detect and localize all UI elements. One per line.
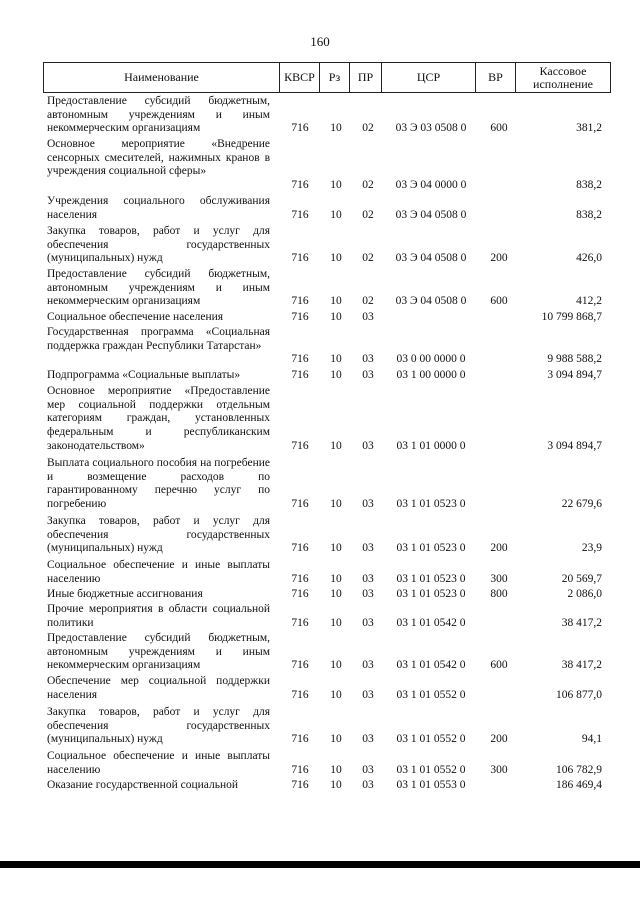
- row-vr: 600: [490, 295, 508, 308]
- row-rz: 10: [330, 733, 342, 746]
- row-kvsr: 716: [291, 439, 309, 452]
- row-amount: 10 799 868,7: [541, 311, 602, 323]
- row-pr: 02: [362, 208, 374, 221]
- row-amount: 2 086,0: [567, 588, 602, 600]
- row-name: Подпрограмма «Социальные выплаты»: [47, 369, 241, 381]
- row-amount: 106 782,9: [556, 763, 602, 776]
- scan-bottom-bar: [0, 861, 640, 868]
- header-amount: Кассовое исполнение: [533, 63, 593, 91]
- row-amount: 426,0: [576, 252, 602, 265]
- row-pr: 03: [362, 311, 374, 323]
- row-csr: 03 1 01 0523 0: [396, 588, 466, 600]
- row-pr: 02: [362, 122, 374, 135]
- row-pr: 03: [362, 688, 374, 701]
- row-csr: 03 Э 04 0000 0: [395, 179, 467, 192]
- row-rz: 10: [330, 616, 342, 629]
- row-pr: 03: [362, 498, 374, 511]
- row-name: Выплата социального пособия на погребение и возмещение расходов по гарантированному перечню услуг по погребению: [47, 457, 270, 511]
- row-csr: 03 1 01 0542 0: [396, 616, 466, 629]
- row-rz: 10: [330, 295, 342, 308]
- row-rz: 10: [330, 369, 342, 381]
- row-rz: 10: [330, 353, 342, 366]
- row-csr: 03 1 01 0523 0: [396, 498, 466, 511]
- row-csr: 03 1 01 0523 0: [396, 572, 466, 585]
- row-vr: 600: [490, 659, 508, 672]
- row-amount: 23,9: [581, 542, 602, 555]
- row-amount: 381,2: [576, 122, 602, 135]
- row-rz: 10: [330, 688, 342, 701]
- row-name: Иные бюджетные ассигнования: [47, 588, 203, 600]
- row-rz: 10: [330, 498, 342, 511]
- header-vr: ВР: [476, 63, 516, 92]
- row-csr: 03 1 00 0000 0: [396, 369, 466, 381]
- row-kvsr: 716: [291, 688, 309, 701]
- row-amount: 3 094 894,7: [547, 369, 602, 381]
- row-rz: 10: [330, 122, 342, 135]
- row-vr: 300: [490, 763, 508, 776]
- row-vr: 800: [490, 588, 508, 600]
- row-kvsr: 716: [291, 763, 309, 776]
- row-pr: 03: [362, 588, 374, 600]
- row-kvsr: 716: [291, 572, 309, 585]
- row-rz: 10: [330, 588, 342, 600]
- row-pr: 02: [362, 295, 374, 308]
- row-kvsr: 716: [291, 542, 309, 555]
- row-csr: 03 Э 04 0508 0: [395, 252, 467, 265]
- row-name: Закупка товаров, работ и услуг для обеспечения государственных (муниципальных) нужд: [47, 225, 270, 265]
- row-pr: 03: [362, 353, 374, 366]
- row-vr: 200: [490, 252, 508, 265]
- row-name: Учреждения социального обслуживания населения: [47, 195, 270, 221]
- row-amount: 22 679,6: [561, 498, 602, 511]
- row-rz: 10: [330, 179, 342, 192]
- row-csr: 03 Э 04 0508 0: [395, 208, 467, 221]
- row-csr: 03 1 01 0552 0: [396, 763, 466, 776]
- row-amount: 106 877,0: [556, 688, 602, 701]
- row-amount: 412,2: [576, 295, 602, 308]
- row-csr: 03 1 01 0552 0: [396, 733, 466, 746]
- row-name: Закупка товаров, работ и услуг для обеспечения государственных (муниципальных) нужд: [47, 515, 270, 555]
- row-name: Государственная программа «Социальная поддержка граждан Республики Татарстан»: [47, 326, 270, 352]
- row-name: Предоставление субсидий бюджетным, автономным учреждениям и иным некоммерческим организациям: [47, 268, 270, 308]
- row-name: Оказание государственной социальной: [47, 779, 239, 791]
- row-amount: 38 417,2: [561, 659, 602, 672]
- row-pr: 03: [362, 542, 374, 555]
- row-name: Социальное обеспечение населения: [47, 311, 224, 323]
- row-pr: 03: [362, 616, 374, 629]
- row-kvsr: 716: [291, 122, 309, 135]
- row-pr: 03: [362, 733, 374, 746]
- row-pr: 03: [362, 779, 374, 791]
- row-kvsr: 716: [291, 252, 309, 265]
- row-pr: 03: [362, 369, 374, 381]
- row-kvsr: 716: [291, 295, 309, 308]
- row-csr: 03 1 01 0552 0: [396, 688, 466, 701]
- row-rz: 10: [330, 779, 342, 791]
- row-kvsr: 716: [291, 311, 309, 323]
- row-rz: 10: [330, 542, 342, 555]
- row-csr: 03 1 01 0000 0: [396, 439, 466, 452]
- row-pr: 02: [362, 252, 374, 265]
- row-vr: 200: [490, 733, 508, 746]
- row-kvsr: 716: [291, 659, 309, 672]
- row-amount: 94,1: [581, 733, 602, 746]
- row-rz: 10: [330, 439, 342, 452]
- row-pr: 02: [362, 179, 374, 192]
- row-name: Прочие мероприятия в области социальной политики: [47, 603, 270, 629]
- row-name: Основное мероприятие «Предоставление мер социальной поддержки отдельным категориям граждан, установленных федеральным и республиканским законодательством»: [47, 385, 270, 452]
- row-csr: 03 0 00 0000 0: [396, 353, 466, 366]
- page-number: 160: [310, 34, 330, 49]
- row-csr: 03 Э 04 0508 0: [395, 295, 467, 308]
- row-amount: 20 569,7: [561, 572, 602, 585]
- row-rz: 10: [330, 252, 342, 265]
- row-pr: 03: [362, 763, 374, 776]
- row-name: Закупка товаров, работ и услуг для обеспечения государственных (муниципальных) нужд: [47, 706, 270, 746]
- header-name: Наименование: [44, 63, 280, 92]
- row-name: Предоставление субсидий бюджетным, автономным учреждениям и иным некоммерческим организациям: [47, 95, 270, 135]
- row-kvsr: 716: [291, 179, 309, 192]
- row-vr: 200: [490, 542, 508, 555]
- row-amount: 38 417,2: [561, 616, 602, 629]
- row-kvsr: 716: [291, 588, 309, 600]
- row-name: Социальное обеспечение и иные выплаты населению: [47, 559, 270, 585]
- row-kvsr: 716: [291, 369, 309, 381]
- row-pr: 03: [362, 659, 374, 672]
- row-amount: 186 469,4: [556, 779, 602, 791]
- header-kvsr: КВСР: [280, 63, 320, 92]
- header-pr: ПР: [350, 63, 382, 92]
- row-name: Социальное обеспечение и иные выплаты населению: [47, 750, 270, 776]
- row-vr: 600: [490, 122, 508, 135]
- row-rz: 10: [330, 763, 342, 776]
- row-rz: 10: [330, 572, 342, 585]
- row-pr: 03: [362, 439, 374, 452]
- row-kvsr: 716: [291, 733, 309, 746]
- row-amount: 9 988 588,2: [547, 353, 602, 366]
- row-amount: 838,2: [576, 208, 602, 221]
- row-kvsr: 716: [291, 353, 309, 366]
- row-kvsr: 716: [291, 498, 309, 511]
- row-amount: 3 094 894,7: [547, 439, 602, 452]
- row-csr: 03 1 01 0542 0: [396, 659, 466, 672]
- row-rz: 10: [330, 311, 342, 323]
- row-rz: 10: [330, 208, 342, 221]
- row-csr: 03 Э 03 0508 0: [395, 122, 467, 135]
- row-kvsr: 716: [291, 616, 309, 629]
- header-csr: ЦСР: [382, 63, 476, 92]
- row-csr: 03 1 01 0523 0: [396, 542, 466, 555]
- row-kvsr: 716: [291, 779, 309, 791]
- row-rz: 10: [330, 659, 342, 672]
- row-pr: 03: [362, 572, 374, 585]
- row-name: Обеспечение мер социальной поддержки населения: [47, 675, 270, 701]
- row-name: Основное мероприятие «Внедрение сенсорных смесителей, нажимных кранов в учреждения социальной сферы»: [47, 138, 270, 178]
- row-amount: 838,2: [576, 179, 602, 192]
- row-kvsr: 716: [291, 208, 309, 221]
- row-csr: 03 1 01 0553 0: [396, 779, 466, 791]
- row-vr: 300: [490, 572, 508, 585]
- header-rz: Рз: [320, 63, 350, 92]
- row-name: Предоставление субсидий бюджетным, автономным учреждениям и иным некоммерческим организациям: [47, 632, 270, 672]
